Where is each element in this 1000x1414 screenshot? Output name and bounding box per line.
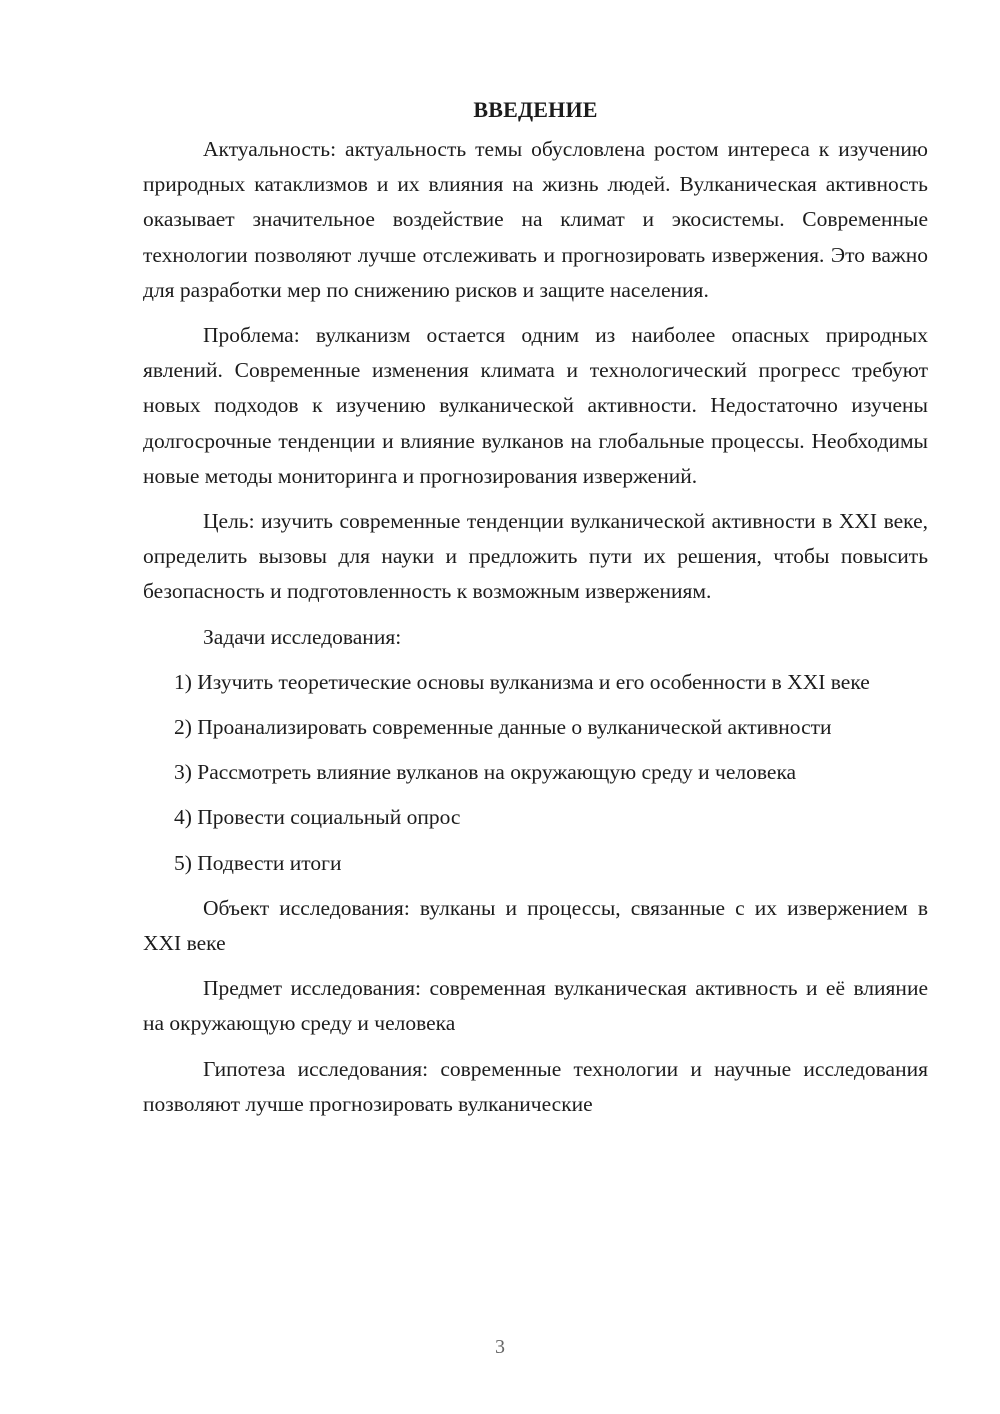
- task-item-2: 2) Проанализировать современные данные о вулканической активности: [174, 715, 832, 740]
- section-heading: ВВЕДЕНИЕ: [473, 97, 598, 122]
- task-item-3: 3) Рассмотреть влияние вулканов на окружающую среду и человека: [174, 760, 797, 785]
- object-paragraph: Объект исследования: вулканы и процессы, связанные с их извержением в XXI веке: [143, 895, 928, 956]
- page-number: 3: [495, 1336, 505, 1358]
- hypothesis-paragraph: Гипотеза исследования: современные технологии и научные исследования позволяют лучше прогнозировать вулканические: [143, 1056, 928, 1116]
- page-content: [143, 94, 928, 1122]
- problem-paragraph: Проблема: вулканизм остается одним из наиболее опасных природных явлений. Современные изменения климата и технологический прогресс требуют новых подходов к изучению вулканической активности. Недостаточно изучены долгосрочные тенденции и влияние вулканов на глобальные процессы. Необходимы новые методы мониторинга и прогнозирования извержений.: [143, 323, 928, 488]
- subject-paragraph: Предмет исследования: современная вулканическая активность и её влияние на окружающую среду и человека: [143, 976, 928, 1036]
- task-item-1: 1) Изучить теоретические основы вулканизма и его особенности в XXI веке: [174, 669, 870, 694]
- goal-paragraph: Цель: изучить современные тенденции вулканической активности в XXI веке, определить вызовы для науки и предложить пути их решения, чтобы повысить безопасность и подготовленность к возможным извержениям.: [143, 509, 928, 604]
- relevance-paragraph: Актуальность: актуальность темы обусловлена ростом интереса к изучению природных катаклизмов и их влияния на жизнь людей. Вулканическая активность оказывает значительное воздействие на климат и экосистемы. Современные технологии позволяют лучше отслеживать и прогнозировать извержения. Это важно для разработки мер по снижению рисков и защите населения.: [143, 137, 928, 302]
- tasks-heading: Задачи исследования:: [203, 624, 402, 649]
- task-item-4: 4) Провести социальный опрос: [174, 805, 461, 830]
- task-item-5: 5) Подвести итоги: [174, 850, 342, 875]
